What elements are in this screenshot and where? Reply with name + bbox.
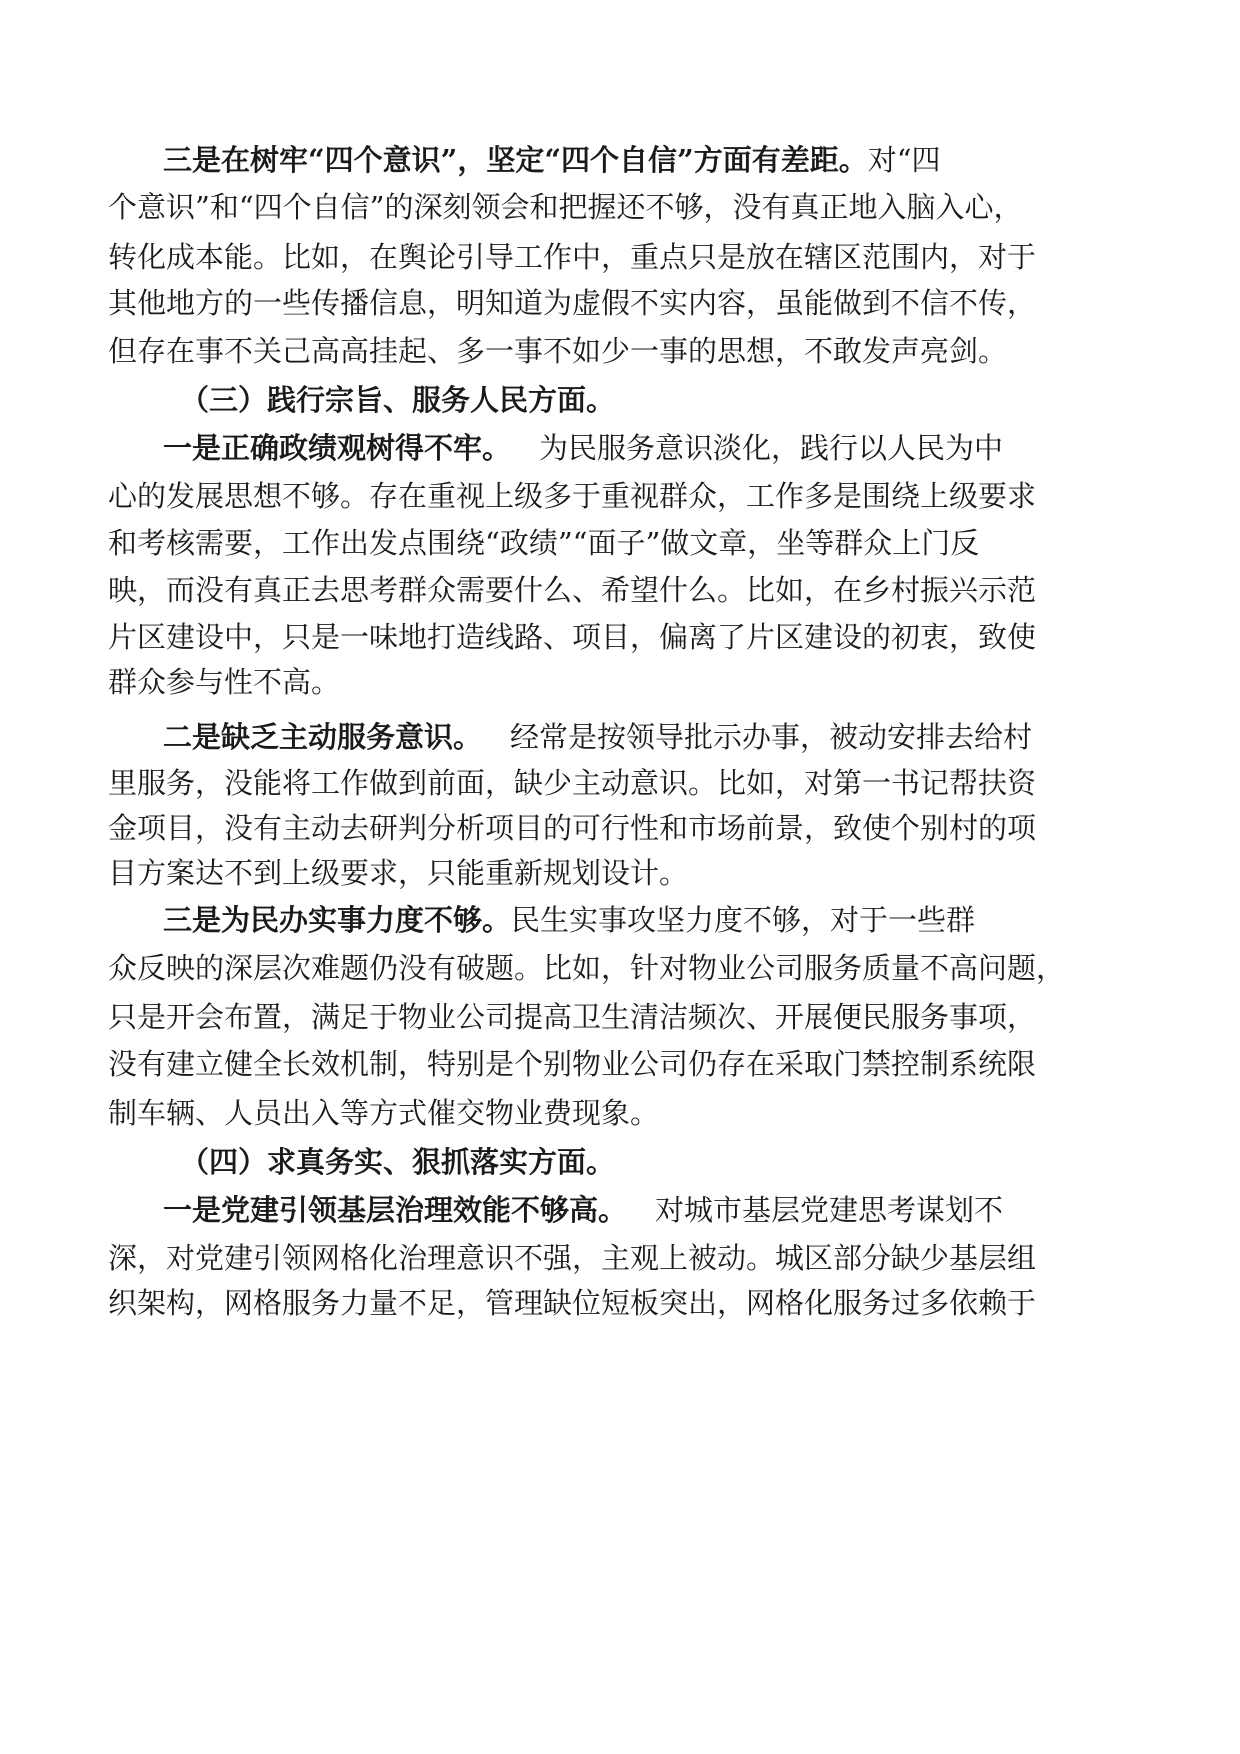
paragraph-text: 对城市基层党建思考谋划不 bbox=[655, 1193, 1004, 1227]
paragraph-text: 经常是按领导批示办事，被动安排去给村 bbox=[510, 720, 1033, 754]
paragraph-line: 转化成本能。比如，在舆论引导工作中，重点只是放在辖区范围内，对于 bbox=[108, 240, 1037, 274]
paragraph-text: 为民服务意识淡化，践行以人民为中 bbox=[539, 431, 1004, 465]
paragraph-line: 金项目，没有主动去研判分析项目的可行性和市场前景，致使个别村的项 bbox=[108, 811, 1037, 845]
paragraph-line: 织架构，网格服务力量不足，管理缺位短板突出，网格化服务过多依赖于 bbox=[108, 1286, 1037, 1320]
paragraph-line bbox=[163, 902, 1193, 938]
paragraph-line: 里服务，没能将工作做到前面，缺少主动意识。比如，对第一书记帮扶资 bbox=[108, 766, 1037, 800]
paragraph-line: 片区建设中，只是一味地打造线路、项目，偏离了片区建设的初衷，致使 bbox=[108, 620, 1037, 654]
paragraph-line: 个意识”和“四个自信”的深刻领会和把握还不够，没有真正地入脑入心， bbox=[108, 190, 1023, 224]
paragraph-line: 心的发展思想不够。存在重视上级多于重视群众，工作多是围绕上级要求 bbox=[108, 479, 1037, 513]
paragraph-line: 只是开会布置，满足于物业公司提高卫生清洁频次、开展便民服务事项， bbox=[108, 1000, 1037, 1034]
paragraph-lead: 一是党建引领基层治理效能不够高。 bbox=[163, 1193, 628, 1227]
section-heading: （三）践行宗旨、服务人民方面。 bbox=[180, 383, 616, 417]
paragraph-line: 众反映的深层次难题仍没有破题。比如，针对物业公司服务质量不高问题， bbox=[108, 951, 1066, 985]
paragraph-line: 目方案达不到上级要求，只能重新规划设计。 bbox=[108, 856, 689, 890]
paragraph-line bbox=[163, 1192, 1193, 1228]
paragraph-text: 民生实事攻坚力度不够，对于一些群 bbox=[511, 903, 976, 937]
paragraph-line bbox=[163, 719, 1193, 755]
paragraph-lead: 三是在树牢“四个意识”，坚定“四个自信”方面有差距。 bbox=[163, 143, 868, 177]
paragraph-lead: 三是为民办实事力度不够。 bbox=[163, 903, 512, 937]
paragraph-line: 和考核需要，工作出发点围绕“政绩”“面子”做文章，坐等群众上门反 bbox=[108, 526, 980, 560]
paragraph-line bbox=[163, 430, 1193, 466]
paragraph-lead: 二是缺乏主动服务意识。 bbox=[163, 720, 483, 754]
paragraph-line: 没有建立健全长效机制，特别是个别物业公司仍存在采取门禁控制系统限 bbox=[108, 1047, 1037, 1081]
section-heading: （四）求真务实、狠抓落实方面。 bbox=[180, 1145, 616, 1179]
paragraph-line: 映，而没有真正去思考群众需要什么、希望什么。比如，在乡村振兴示范 bbox=[108, 573, 1037, 607]
paragraph-lead: 一是正确政绩观树得不牢。 bbox=[163, 431, 512, 465]
paragraph-line: 深，对党建引领网格化治理意识不强，主观上被动。城区部分缺少基层组 bbox=[108, 1241, 1037, 1275]
paragraph-text: 对“四 bbox=[867, 143, 941, 177]
paragraph-line bbox=[163, 142, 1193, 178]
paragraph-line: 制车辆、人员出入等方式催交物业费现象。 bbox=[108, 1096, 660, 1130]
paragraph-line: 其他地方的一些传播信息，明知道为虚假不实内容，虽能做到不信不传， bbox=[108, 286, 1037, 320]
paragraph-line: 群众参与性不高。 bbox=[108, 665, 341, 699]
paragraph-line: 但存在事不关己高高挂起、多一事不如少一事的思想，不敢发声亮剑。 bbox=[108, 334, 1008, 368]
